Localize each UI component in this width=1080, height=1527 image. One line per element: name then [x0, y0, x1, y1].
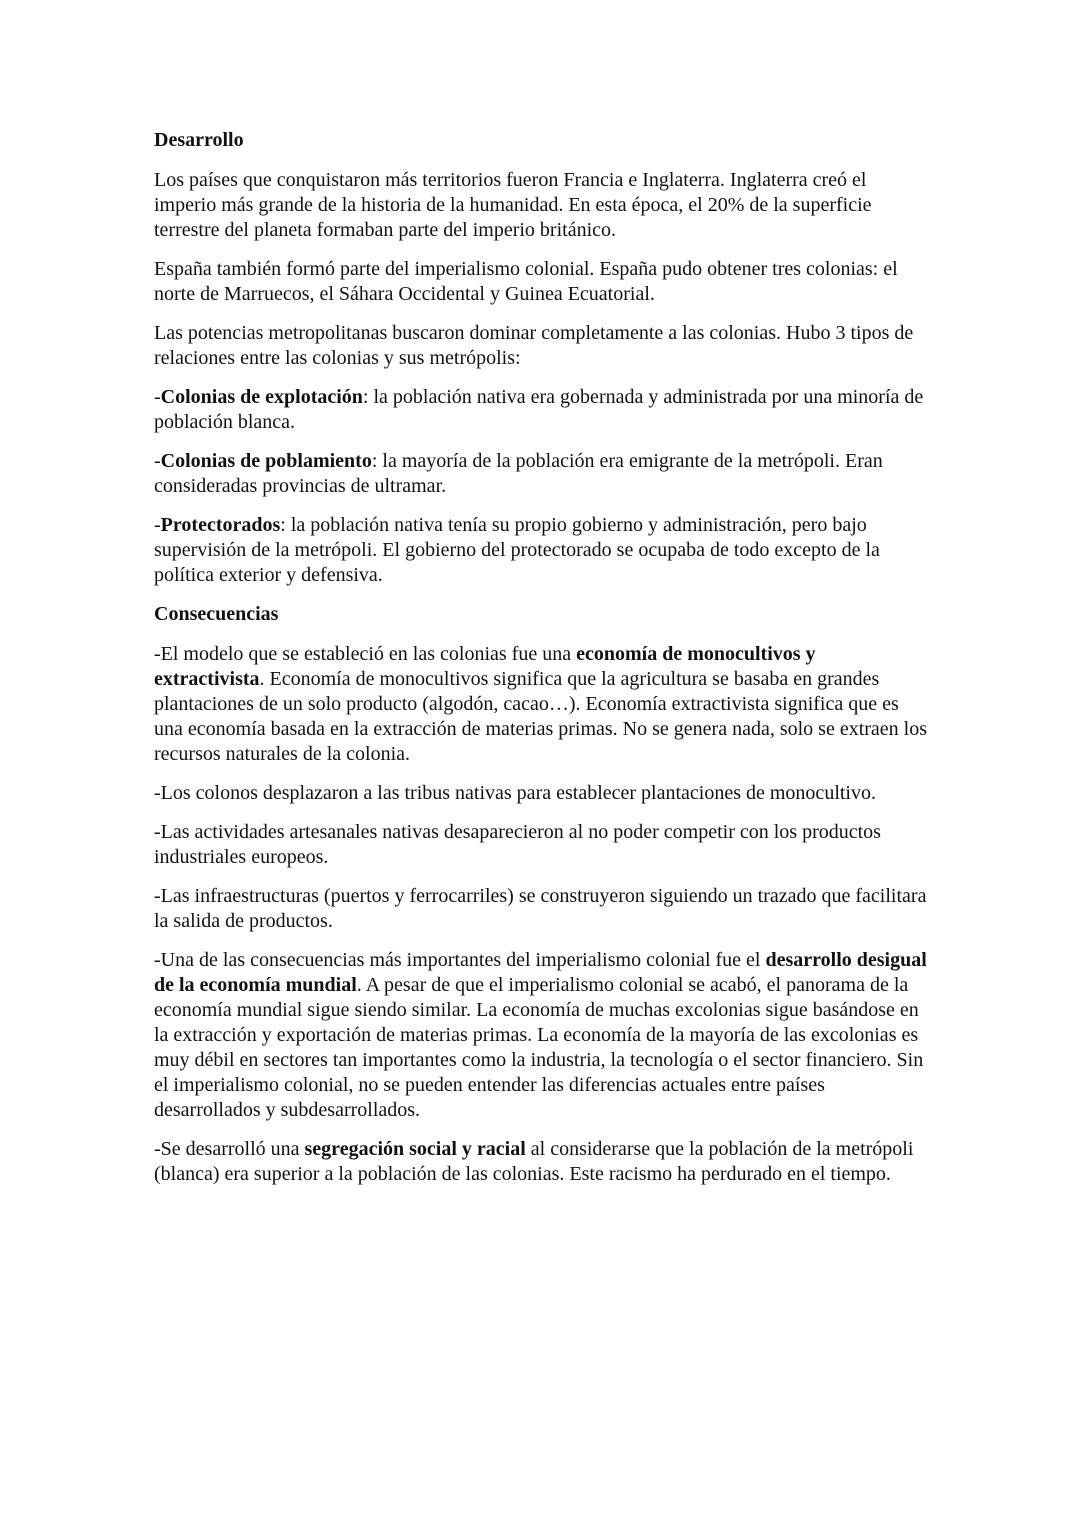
term-desarrollo-desigual: desarrollo desigual de la economía mundial [154, 949, 927, 996]
paragraph-monocultivos [154, 642, 929, 767]
paragraph-relation-types-intro: Las potencias metropolitanas buscaron dominar completamente a las colonias. Hubo 3 tipos de relaciones entre las colonias y sus metrópolis: [154, 322, 914, 369]
text-run: -El modelo que se estableció en las colonias fue una [154, 643, 577, 665]
list-dash: - [154, 386, 161, 408]
paragraph-colonias-poblamiento [154, 449, 929, 499]
paragraph-largest-empires: Los países que conquistaron más territorios fueron Francia e Inglaterra. Inglaterra creó el imperio más grande de la historia de la humanidad. En esta época, el 20% de la superficie terrestre del planeta formaban parte del imperio británico. [154, 169, 872, 241]
text-run: . A pesar de que el imperialismo colonial se acabó, el panorama de la economía mundial sigue siendo similar. La economía de muchas excolonias sigue basándose en la extracción y exportación de materias primas. La economía de la mayoría de las excolonias es muy débil en sectores tan importantes como la industria, la tecnología o el sector financiero. Sin el imperialismo colonial, no se pueden entender las diferencias actuales entre países desarrollados y subdesarrollados. [154, 974, 924, 1121]
document-page [154, 128, 929, 1201]
paragraph-infraestructuras: -Las infraestructuras (puertos y ferrocarriles) se construyeron siguiendo un trazado que facilitara la salida de productos. [154, 885, 927, 932]
list-dash: - [154, 514, 161, 536]
term-description: : la población nativa era gobernada y administrada por una minoría de población blanca. [154, 386, 924, 433]
section-heading-consecuencias: Consecuencias [154, 603, 279, 625]
term-protectorados: Protectorados [160, 514, 281, 536]
text-run: . Economía de monocultivos significa que la agricultura se basaba en grandes plantaciones de un solo producto (algodón, cacao…). Economía extractivista significa que es una economía basada en la extracción de materias primas. No se genera nada, solo se extraen los recursos naturales de la colonia. [154, 668, 928, 765]
text-run: -Se desarrolló una [154, 1138, 305, 1160]
paragraph-artesanales: -Las actividades artesanales nativas desaparecieron al no poder competir con los productos industriales europeos. [154, 821, 881, 868]
paragraph-colonos-desplazaron: -Los colonos desplazaron a las tribus nativas para establecer plantaciones de monocultivo. [154, 782, 876, 804]
text-run: al considerarse que la población de la metrópoli (blanca) era superior a la población de las colonias. Este racismo ha perdurado en el tiempo. [154, 1138, 914, 1185]
section-heading-desarrollo: Desarrollo [154, 129, 244, 151]
list-dash: - [154, 450, 161, 472]
paragraph-spain-colonies: España también formó parte del imperialismo colonial. España pudo obtener tres colonias: el norte de Marruecos, el Sáhara Occidental y Guinea Ecuatorial. [154, 258, 898, 305]
term-economia-monocultivos: economía de monocultivos y extractivista [154, 643, 816, 690]
term-description: : la mayoría de la población era emigrante de la metrópoli. Eran consideradas provincias de ultramar. [154, 450, 883, 497]
term-description: : la población nativa tenía su propio gobierno y administración, pero bajo supervisión de la metrópoli. El gobierno del protectorado se ocupaba de todo excepto de la política exterior y defensiva. [154, 514, 880, 586]
paragraph-colonias-explotacion [154, 385, 929, 435]
paragraph-protectorados [154, 513, 929, 588]
text-run: -Una de las consecuencias más importantes del imperialismo colonial fue el [154, 949, 766, 971]
paragraph-segregacion [154, 1137, 929, 1187]
paragraph-desarrollo-desigual [154, 948, 929, 1123]
term-segregacion-social-racial: segregación social y racial [304, 1138, 526, 1160]
term-colonias-explotacion: Colonias de explotación [160, 386, 363, 408]
term-colonias-poblamiento: Colonias de poblamiento [160, 450, 372, 472]
